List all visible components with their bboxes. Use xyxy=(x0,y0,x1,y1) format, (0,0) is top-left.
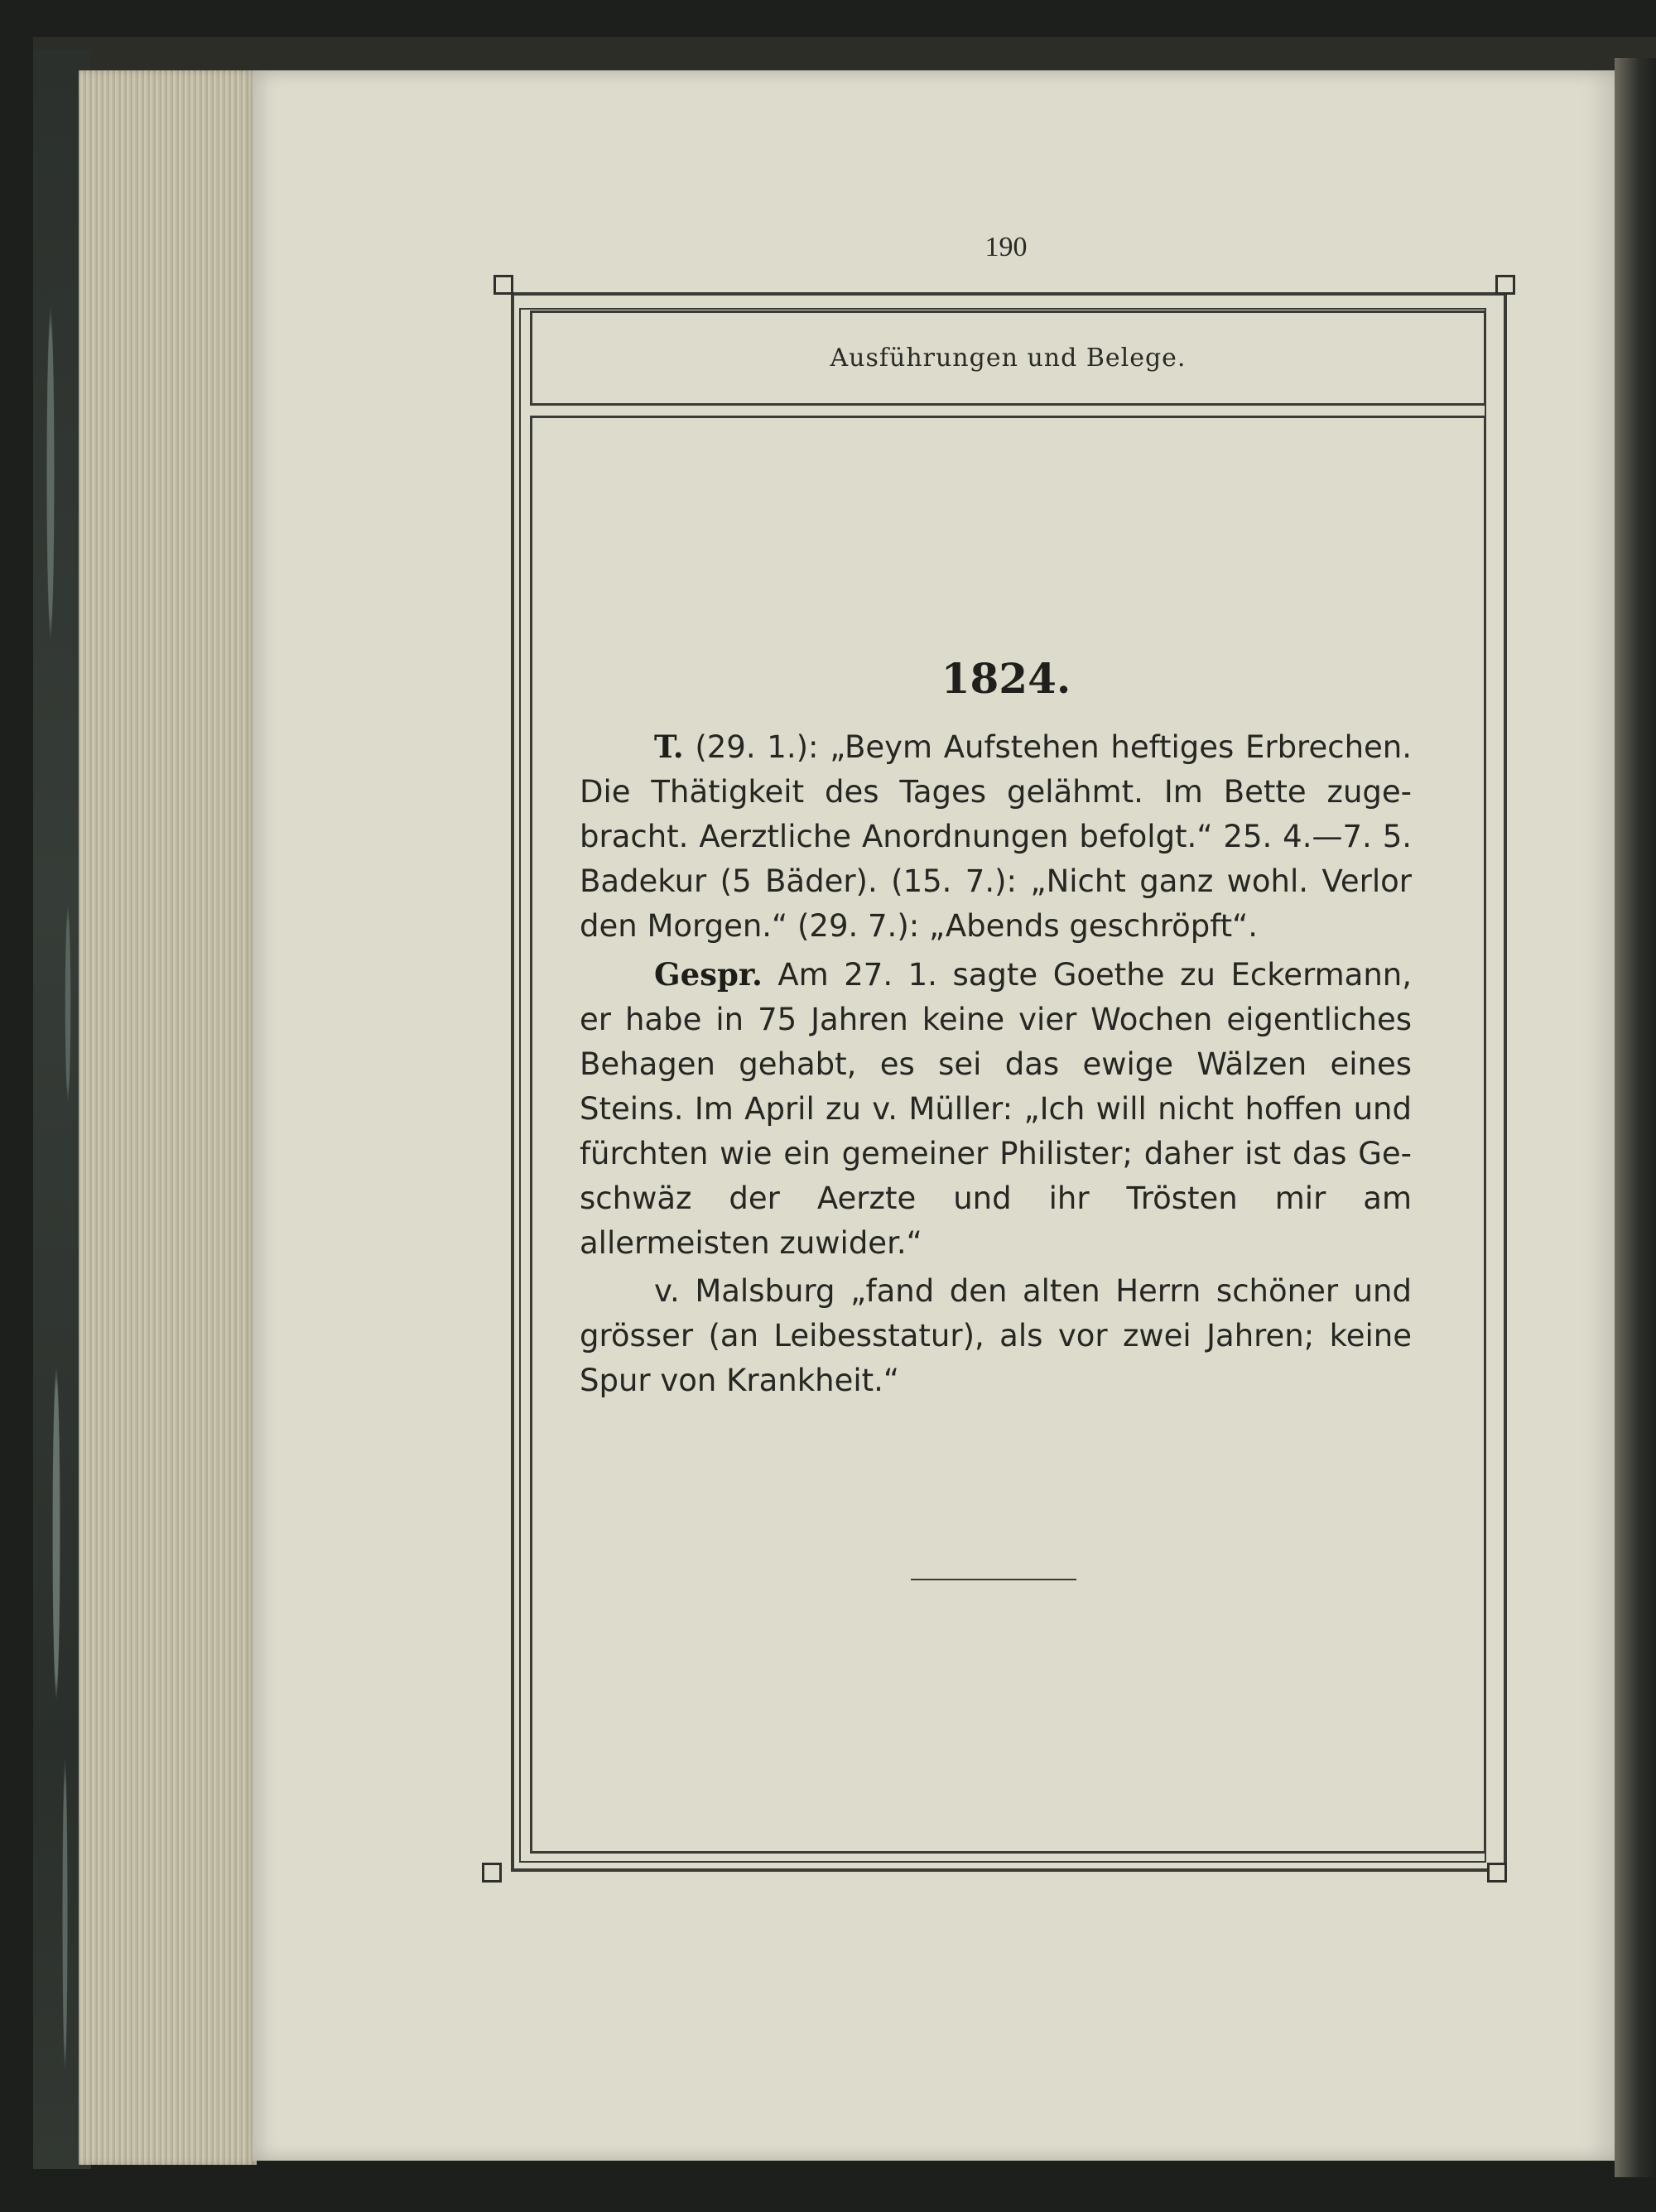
paragraph-label: T. xyxy=(654,729,684,765)
paragraph-malsburg xyxy=(580,1269,1412,1403)
page-stack-edges xyxy=(79,70,257,2165)
frame-corner-bottom-right xyxy=(1487,1863,1507,1883)
frame-corner-top-left xyxy=(493,275,513,295)
paragraph-tagebuch xyxy=(580,724,1412,949)
paragraph-label: Gespr. xyxy=(654,956,763,993)
running-header-box xyxy=(530,310,1486,406)
paragraph-body: v. Malsburg „fand den alten Herrn schöner und grösser (an Leibesstatur), als vor zwei Jahren; keine Spur von Krankheit.“ xyxy=(580,1273,1412,1398)
paragraph-body: (29. 1.): „Beym Aufstehen heftiges Erbrechen. Die Thätigkeit des Tages gelähmt. Im Bette zuge-bracht. Aerztliche Anordnungen befolgt.“ 25. 4.—7. 5. Badekur (5 Bäder). (15. 7.): „Nicht ganz wohl. Verlor den Morgen.“ (29. 7.): „Abends geschröpft“. xyxy=(580,729,1412,944)
frame-corner-top-right xyxy=(1495,275,1515,295)
section-year-heading: 1824. xyxy=(941,654,1071,703)
body-text xyxy=(580,724,1412,1403)
paragraph-body: Am 27. 1. sagte Goethe zu Eckermann, er habe in 75 Jahren keine vier Wochen eigentliches Behagen gehabt, es sei das ewige Wälzen eines Steins. Im April zu v. Müller: „Ich will nicht hoffen und fürchten wie ein gemeiner Philister; daher ist das Ge-schwäz der Aerzte und ihr Trösten mir am allermeisten zuwider.“ xyxy=(580,957,1413,1261)
running-header: Ausführungen und Belege. xyxy=(830,344,1187,373)
page-number: 190 xyxy=(984,232,1028,262)
paragraph-gespraeche xyxy=(580,952,1412,1266)
right-page-edge xyxy=(1615,58,1656,2177)
frame-corner-bottom-left xyxy=(482,1863,502,1883)
section-end-rule xyxy=(911,1579,1076,1580)
